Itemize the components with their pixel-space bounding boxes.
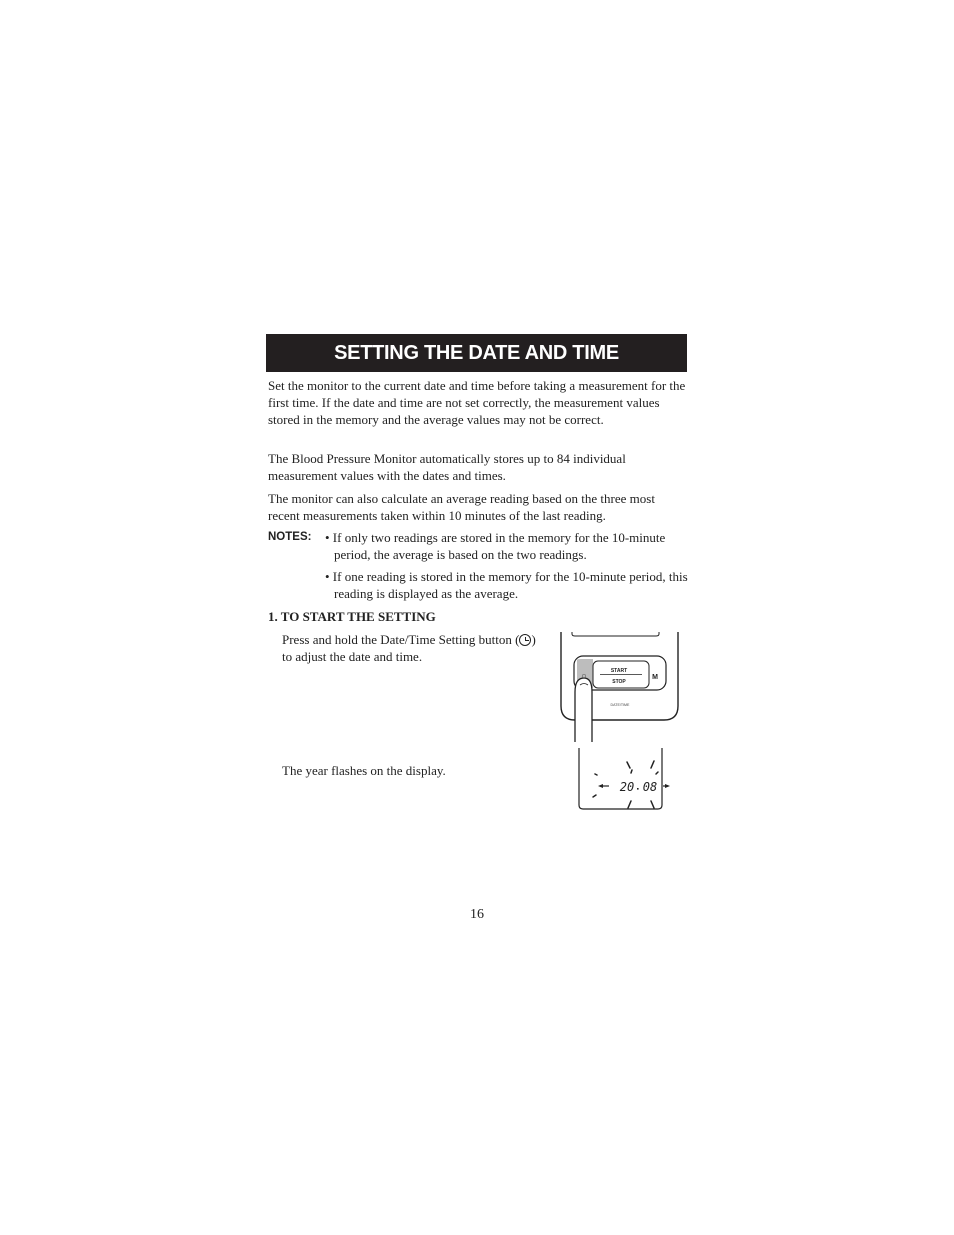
intro-paragraph: Set the monitor to the current date and time before taking a measurement for the first time. If the date and time are not set correctly, the measurement values stored in the memory and the average values may not be correct. <box>268 378 686 427</box>
step-instruction <box>282 631 542 665</box>
step-text-after: ) to adjust the date and time. <box>282 632 536 664</box>
page-number: 16 <box>470 907 484 922</box>
memory-paragraph: The Blood Pressure Monitor automatically stores up to 84 individual measurement values with the dates and times. <box>268 451 626 483</box>
step-text-before: Press and hold the Date/Time Setting button ( <box>282 632 520 647</box>
year-suffix: 08 <box>642 780 658 794</box>
clock-icon <box>519 634 531 646</box>
note-item: • If only two readings are stored in the memory for the 10-minute period, the average is based on the two readings. <box>325 530 666 562</box>
section-heading: 1. TO START THE SETTING <box>268 609 436 624</box>
monitor-button-illustration <box>558 632 680 742</box>
step-year-flash: The year flashes on the display. <box>282 763 446 778</box>
start-label: START <box>610 668 628 674</box>
note-item: • If one reading is stored in the memory for the 10-minute period, this reading is displayed as the average. <box>325 569 688 601</box>
page-title: SETTING THE DATE AND TIME <box>266 334 687 372</box>
button-caption: DATE/TIME <box>610 703 630 707</box>
stop-label: STOP <box>612 679 626 685</box>
average-paragraph: The monitor can also calculate an average reading based on the three most recent measurements taken within 10 minutes of the last reading. <box>268 491 655 523</box>
memory-label: M <box>652 674 658 681</box>
notes-label: NOTES: <box>268 531 312 543</box>
lcd-display-illustration <box>576 748 672 812</box>
year-prefix: 20 <box>619 780 635 794</box>
